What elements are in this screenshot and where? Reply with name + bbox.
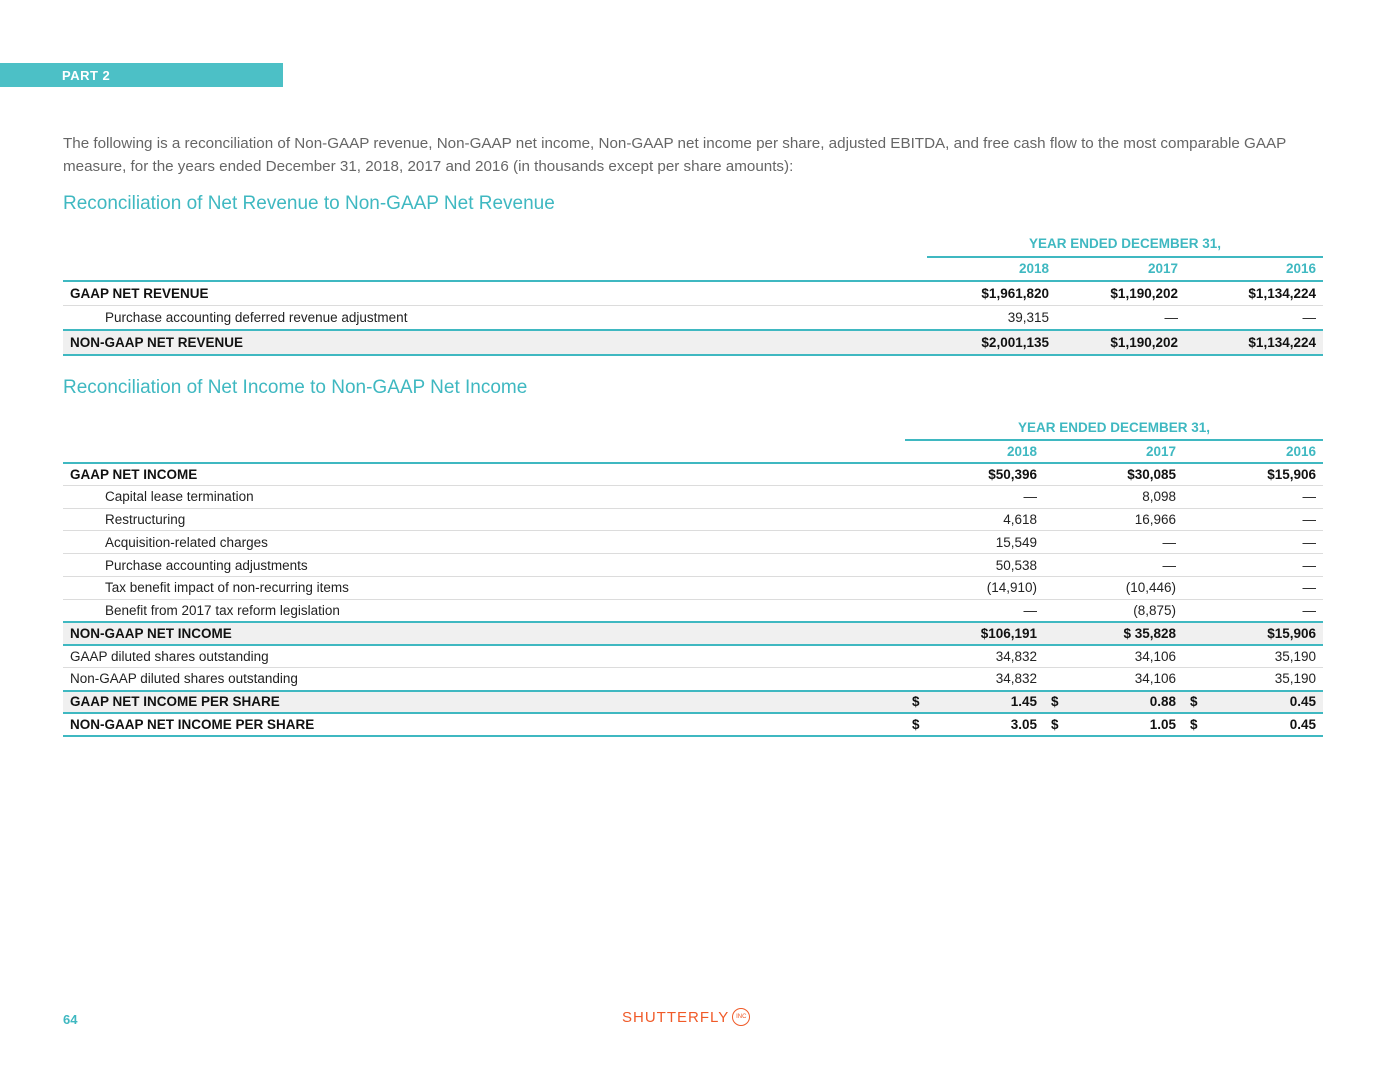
value-2016: $1,134,224 — [1185, 330, 1323, 355]
amount: 0.45 — [1289, 694, 1316, 710]
value-2018: 39,315 — [927, 306, 1056, 331]
value-2016: — — [1183, 554, 1323, 577]
value-2018 — [905, 691, 1044, 714]
row-label: GAAP diluted shares outstanding — [63, 645, 905, 668]
table-row — [63, 485, 1323, 508]
value-2017: 34,106 — [1044, 645, 1183, 668]
value-2018: (14,910) — [905, 577, 1044, 600]
year-2017: 2017 — [1056, 257, 1185, 282]
row-label: NON-GAAP NET INCOME PER SHARE — [63, 713, 905, 736]
value-2018: $50,396 — [905, 463, 1044, 486]
row-label: Purchase accounting adjustments — [63, 554, 905, 577]
row-label: Benefit from 2017 tax reform legislation — [63, 599, 905, 622]
year-ended-header: YEAR ENDED DECEMBER 31, — [927, 232, 1323, 257]
amount: 3.05 — [1010, 717, 1037, 733]
value-2017: $ 35,828 — [1044, 622, 1183, 645]
value-2016: $1,134,224 — [1185, 281, 1323, 306]
value-2018: 34,832 — [905, 645, 1044, 668]
table-row — [63, 622, 1323, 645]
value-2017: 34,106 — [1044, 668, 1183, 691]
value-2017: 8,098 — [1044, 485, 1183, 508]
value-2016: 35,190 — [1183, 645, 1323, 668]
value-2017: — — [1044, 531, 1183, 554]
income-section-title: Reconciliation of Net Income to Non-GAAP Net Income — [63, 377, 528, 398]
value-2016: 35,190 — [1183, 668, 1323, 691]
row-label: Purchase accounting deferred revenue adjustment — [63, 306, 927, 331]
value-2018 — [905, 713, 1044, 736]
table-row — [63, 691, 1323, 714]
amount: 0.88 — [1149, 694, 1176, 710]
value-2018: $1,961,820 — [927, 281, 1056, 306]
row-label: Restructuring — [63, 508, 905, 531]
table-row — [63, 281, 1323, 306]
part-tab — [0, 63, 283, 87]
value-2017: $1,190,202 — [1056, 281, 1185, 306]
currency-symbol: $ — [912, 694, 920, 710]
years-row — [63, 257, 1323, 282]
revenue-reconciliation-table — [63, 232, 1323, 356]
amount: 0.45 — [1289, 717, 1316, 733]
logo-text: SHUTTERFLY — [622, 1008, 730, 1026]
row-label: Acquisition-related charges — [63, 531, 905, 554]
table-row — [63, 508, 1323, 531]
value-2018: 15,549 — [905, 531, 1044, 554]
year-header-row — [63, 232, 1323, 257]
value-2017: $30,085 — [1044, 463, 1183, 486]
revenue-section-title: Reconciliation of Net Revenue to Non-GAAP Net Revenue — [63, 193, 555, 214]
value-2018: — — [905, 485, 1044, 508]
year-ended-header: YEAR ENDED DECEMBER 31, — [905, 417, 1323, 440]
row-label: Non-GAAP diluted shares outstanding — [63, 668, 905, 691]
table-row — [63, 645, 1323, 668]
table-row — [63, 599, 1323, 622]
intro-paragraph: The following is a reconciliation of Non-GAAP revenue, Non-GAAP net income, Non-GAAP net income per share, adjusted EBITDA, and free cash flow to the most comparable GAAP measure, for the years ended December 31, 2018, 2017 and 2016 (in thousands except per share amounts): — [63, 135, 1286, 175]
value-2018: $2,001,135 — [927, 330, 1056, 355]
shutterfly-logo — [622, 1008, 750, 1026]
row-label: NON-GAAP NET INCOME — [63, 622, 905, 645]
year-2016: 2016 — [1183, 440, 1323, 463]
value-2016: $15,906 — [1183, 622, 1323, 645]
value-2016: — — [1183, 577, 1323, 600]
currency-symbol: $ — [912, 717, 920, 733]
row-label: GAAP NET REVENUE — [63, 281, 927, 306]
value-2017: — — [1056, 306, 1185, 331]
table-row — [63, 577, 1323, 600]
value-2018: 34,832 — [905, 668, 1044, 691]
value-2017: $1,190,202 — [1056, 330, 1185, 355]
value-2016: $15,906 — [1183, 463, 1323, 486]
year-header-row — [63, 417, 1323, 440]
value-2017: (10,446) — [1044, 577, 1183, 600]
value-2017 — [1044, 691, 1183, 714]
value-2017: 16,966 — [1044, 508, 1183, 531]
value-2017 — [1044, 713, 1183, 736]
year-2018: 2018 — [905, 440, 1044, 463]
year-2016: 2016 — [1185, 257, 1323, 282]
value-2018: 4,618 — [905, 508, 1044, 531]
page-number: 64 — [63, 1012, 78, 1027]
part-label: PART 2 — [62, 68, 111, 83]
table-row — [63, 668, 1323, 691]
currency-symbol: $ — [1051, 717, 1059, 733]
value-2016: — — [1183, 485, 1323, 508]
row-label: Capital lease termination — [63, 485, 905, 508]
table-row — [63, 463, 1323, 486]
table-row — [63, 713, 1323, 736]
value-2017: (8,875) — [1044, 599, 1183, 622]
table-row — [63, 531, 1323, 554]
value-2016: — — [1183, 508, 1323, 531]
logo-inc-badge: INC — [732, 1008, 750, 1026]
row-label: Tax benefit impact of non-recurring items — [63, 577, 905, 600]
value-2016: — — [1183, 531, 1323, 554]
value-2018: $106,191 — [905, 622, 1044, 645]
currency-symbol: $ — [1051, 694, 1059, 710]
value-2016 — [1183, 691, 1323, 714]
table-row — [63, 330, 1323, 355]
row-label: NON-GAAP NET REVENUE — [63, 330, 927, 355]
currency-symbol: $ — [1190, 717, 1198, 733]
currency-symbol: $ — [1190, 694, 1198, 710]
row-label: GAAP NET INCOME — [63, 463, 905, 486]
years-row — [63, 440, 1323, 463]
income-reconciliation-table — [63, 417, 1323, 737]
value-2018: — — [905, 599, 1044, 622]
row-label: GAAP NET INCOME PER SHARE — [63, 691, 905, 714]
value-2016: — — [1185, 306, 1323, 331]
table-row — [63, 306, 1323, 331]
value-2016 — [1183, 713, 1323, 736]
year-2017: 2017 — [1044, 440, 1183, 463]
year-2018: 2018 — [927, 257, 1056, 282]
amount: 1.05 — [1149, 717, 1176, 733]
table-row — [63, 554, 1323, 577]
value-2016: — — [1183, 599, 1323, 622]
value-2017: — — [1044, 554, 1183, 577]
amount: 1.45 — [1010, 694, 1037, 710]
value-2018: 50,538 — [905, 554, 1044, 577]
